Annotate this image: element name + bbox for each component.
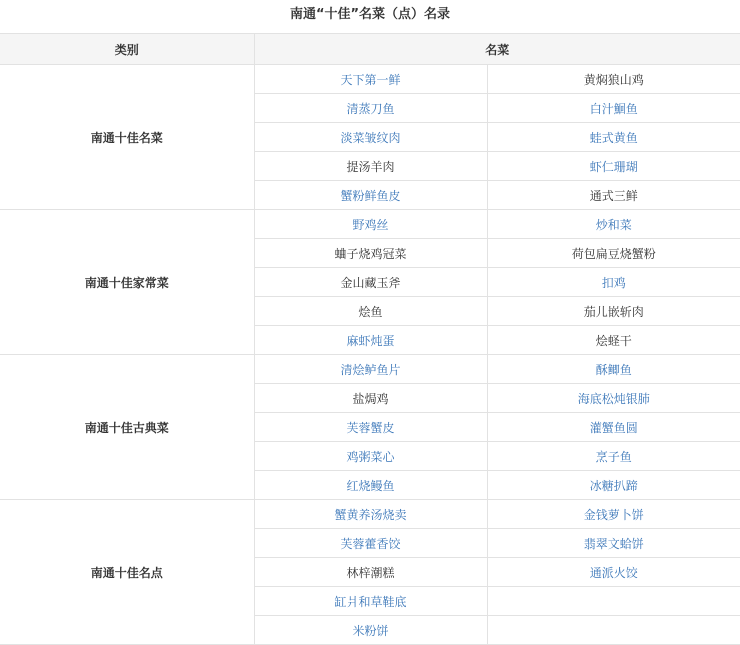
dish-link[interactable]: 天下第一鲜 bbox=[340, 72, 401, 87]
header-dish: 名菜 bbox=[254, 34, 740, 65]
dish-cell bbox=[254, 181, 487, 210]
dish-link[interactable]: 烹子鱼 bbox=[595, 449, 632, 464]
dish-cell bbox=[487, 616, 740, 645]
dish-name: 茄儿嵌斩肉 bbox=[583, 304, 644, 319]
dish-link[interactable]: 蟹粉鲜鱼皮 bbox=[340, 188, 401, 203]
dish-cell bbox=[487, 181, 740, 210]
dish-cell bbox=[254, 65, 487, 94]
header-category: 类别 bbox=[0, 34, 254, 65]
dish-cell bbox=[487, 297, 740, 326]
dish-link[interactable]: 清烩鲈鱼片 bbox=[340, 362, 401, 377]
dish-cell bbox=[487, 442, 740, 471]
dish-link[interactable]: 缸爿和草鞋底 bbox=[334, 594, 407, 609]
table-row bbox=[0, 65, 740, 94]
category-cell: 南通十佳家常菜 bbox=[0, 210, 254, 355]
dish-name: 烩鱼 bbox=[358, 304, 383, 319]
dish-cell bbox=[254, 616, 487, 645]
table-body bbox=[0, 65, 740, 645]
dish-cell bbox=[254, 471, 487, 500]
category-cell: 南通十佳名点 bbox=[0, 500, 254, 645]
dish-cell bbox=[254, 152, 487, 181]
dish-cell bbox=[254, 500, 487, 529]
dish-cell bbox=[487, 471, 740, 500]
dish-cell bbox=[487, 94, 740, 123]
dish-link[interactable]: 炒和菜 bbox=[595, 217, 632, 232]
dish-link[interactable]: 蟹黄养汤烧卖 bbox=[334, 507, 407, 522]
dish-cell bbox=[254, 384, 487, 413]
dish-link[interactable]: 野鸡丝 bbox=[352, 217, 389, 232]
dish-cell bbox=[254, 587, 487, 616]
dish-cell bbox=[487, 529, 740, 558]
table-row bbox=[0, 210, 740, 239]
dish-link[interactable]: 金钱萝卜饼 bbox=[583, 507, 644, 522]
dish-name: 金山藏玉斧 bbox=[340, 275, 401, 290]
dish-cell bbox=[254, 297, 487, 326]
dish-cell bbox=[487, 123, 740, 152]
dish-link[interactable]: 红烧鳗鱼 bbox=[346, 478, 395, 493]
dish-link[interactable]: 麻虾炖蛋 bbox=[346, 333, 395, 348]
dish-cell bbox=[254, 529, 487, 558]
dish-cell bbox=[487, 326, 740, 355]
dish-link[interactable]: 米粉饼 bbox=[352, 623, 389, 638]
dish-link[interactable]: 芙蓉蟹皮 bbox=[346, 420, 395, 435]
dish-link[interactable]: 蛙式黄鱼 bbox=[589, 130, 638, 145]
dish-cell bbox=[254, 326, 487, 355]
category-cell: 南通十佳古典菜 bbox=[0, 355, 254, 500]
dish-link[interactable]: 冰糖扒蹄 bbox=[589, 478, 638, 493]
dish-cell bbox=[487, 587, 740, 616]
dish-link[interactable]: 酥鲫鱼 bbox=[595, 362, 632, 377]
page-title: 南通“十佳”名菜（点）名录 bbox=[289, 7, 451, 22]
table-row bbox=[0, 355, 740, 384]
dish-cell bbox=[487, 268, 740, 297]
dish-cell bbox=[487, 239, 740, 268]
dish-name: 烩蛏干 bbox=[595, 333, 632, 348]
dish-cell bbox=[487, 384, 740, 413]
dish-link[interactable]: 通派火饺 bbox=[589, 565, 638, 580]
dish-cell bbox=[254, 355, 487, 384]
dish-link[interactable]: 清蒸刀鱼 bbox=[346, 101, 395, 116]
dish-name: 盐焗鸡 bbox=[352, 391, 389, 406]
dish-name: 蛐子烧鸡冠菜 bbox=[334, 246, 407, 261]
dish-cell bbox=[254, 442, 487, 471]
dish-link[interactable]: 扣鸡 bbox=[601, 275, 626, 290]
dish-cell bbox=[487, 355, 740, 384]
dish-cell bbox=[254, 558, 487, 587]
dish-link[interactable]: 淡菜皱纹肉 bbox=[340, 130, 401, 145]
dish-name: 提汤羊肉 bbox=[346, 159, 395, 174]
dish-cell bbox=[487, 65, 740, 94]
dish-name: 荷包扁豆烧蟹粉 bbox=[571, 246, 656, 261]
dish-link[interactable]: 虾仁珊瑚 bbox=[589, 159, 638, 174]
dish-cell bbox=[254, 94, 487, 123]
dish-link[interactable]: 芙蓉藿香饺 bbox=[340, 536, 401, 551]
table-header-row bbox=[0, 34, 740, 65]
dish-link[interactable]: 翡翠文蛤饼 bbox=[583, 536, 644, 551]
dish-table bbox=[0, 33, 740, 645]
dish-cell bbox=[487, 210, 740, 239]
dish-cell bbox=[254, 210, 487, 239]
dish-cell bbox=[487, 558, 740, 587]
dish-cell bbox=[487, 413, 740, 442]
dish-link[interactable]: 鸡粥菜心 bbox=[346, 449, 395, 464]
dish-name: 通式三鲜 bbox=[589, 188, 638, 203]
table-row bbox=[0, 500, 740, 529]
dish-link[interactable]: 白汁鮰鱼 bbox=[589, 101, 638, 116]
dish-link[interactable]: 海底松炖银肺 bbox=[577, 391, 650, 406]
category-cell: 南通十佳名菜 bbox=[0, 65, 254, 210]
dish-cell bbox=[487, 152, 740, 181]
dish-cell bbox=[254, 123, 487, 152]
dish-name: 林梓潮糕 bbox=[346, 565, 395, 580]
dish-link[interactable]: 灌蟹鱼圆 bbox=[589, 420, 638, 435]
dish-name: 黄焖狼山鸡 bbox=[583, 72, 644, 87]
dish-cell bbox=[254, 413, 487, 442]
dish-cell bbox=[487, 500, 740, 529]
dish-cell bbox=[254, 239, 487, 268]
dish-cell bbox=[254, 268, 487, 297]
